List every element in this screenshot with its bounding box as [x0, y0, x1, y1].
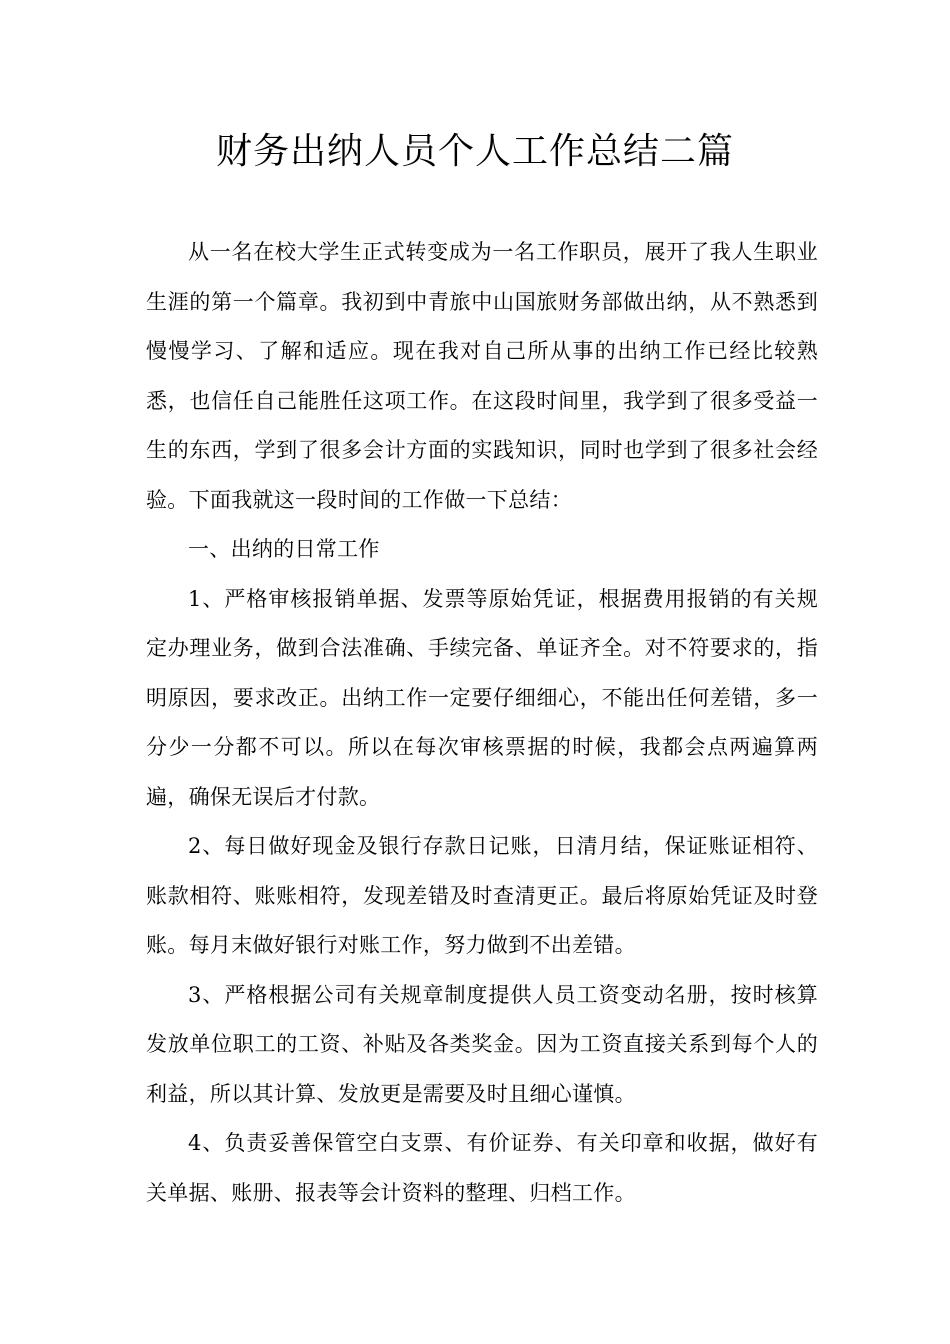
paragraph-item-1: 1、严格审核报销单据、发票等原始凭证，根据费用报销的有关规定办理业务，做到合法准确、手续完备、单证齐全。对不符要求的，指明原因，要求改正。出纳工作一定要仔细细心，不能出任何差错，多一分少一分都不可以。所以在每次审核票据的时候，我都会点两遍算两遍，确保无误后才付款。 [146, 586, 818, 809]
document-body [146, 228, 818, 1218]
paragraph-intro: 从一名在校大学生正式转变成为一名工作职员，展开了我人生职业生涯的第一个篇章。我初到中青旅中山国旅财务部做出纳，从不熟悉到慢慢学习、了解和适应。现在我对自己所从事的出纳工作已经比较熟悉，也信任自己能胜任这项工作。在这段时间里，我学到了很多受益一生的东西，学到了很多会计方面的实践知识，同时也学到了很多社会经验。下面我就这一段时间的工作做一下总结： [146, 240, 818, 512]
paragraph-item-2: 2、每日做好现金及银行存款日记账，日清月结，保证账证相符、账款相符、账账相符，发现差错及时查清更正。最后将原始凭证及时登账。每月末做好银行对账工作，努力做到不出差错。 [146, 834, 818, 957]
section-heading: 一、出纳的日常工作 [188, 537, 380, 561]
document-title: 财务出纳人员个人工作总结二篇 [215, 131, 734, 172]
paragraph-item-4: 4、负责妥善保管空白支票、有价证券、有关印章和收据，做好有关单据、账册、报表等会计资料的整理、归档工作。 [146, 1131, 818, 1205]
paragraph-item-3: 3、严格根据公司有关规章制度提供人员工资变动名册，按时核算发放单位职工的工资、补贴及各类奖金。因为工资直接关系到每个人的利益，所以其计算、发放更是需要及时且细心谨慎。 [146, 982, 818, 1106]
